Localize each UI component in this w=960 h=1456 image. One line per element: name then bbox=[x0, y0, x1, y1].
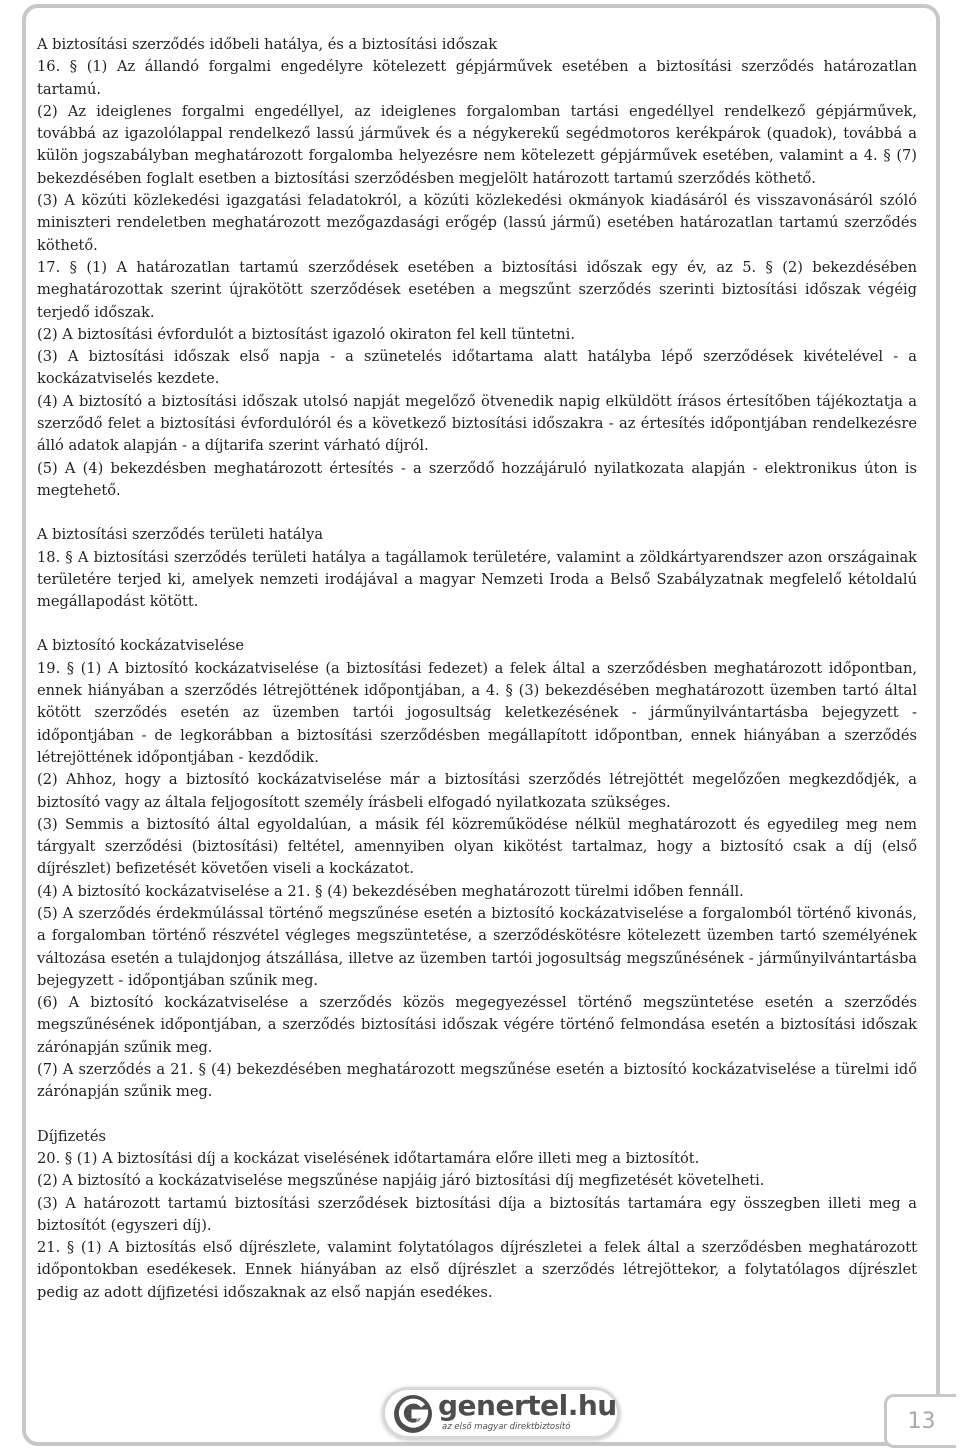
paragraph: (4) A biztosító kockázatviselése a 21. § (4) bekezdésében meghatározott türelmi időben fennáll. bbox=[37, 882, 744, 900]
paragraph: (2) A biztosítási évfordulót a biztosítást igazoló okiraton fel kell tüntetni. bbox=[37, 325, 575, 343]
section-heading: A biztosítási szerződés területi hatálya bbox=[37, 526, 324, 544]
paragraph: (7) A szerződés a 21. § (4) bekezdésében meghatározott megszűnése esetén a biztosító kockázatviselése a türelmi idő zárónapján szűnik meg. bbox=[37, 1061, 917, 1101]
paragraph: (3) A biztosítási időszak első napja - a szünetelés időtartama alatt hatályba lépő szerződések kivételével - a kockázatviselés kezdete. bbox=[37, 348, 917, 388]
paragraph: 16. § (1) Az állandó forgalmi engedélyre kötelezett gépjárművek esetében a biztosítási szerződés határozatlan tartamú. bbox=[37, 58, 917, 98]
section-gap bbox=[37, 613, 917, 635]
paragraph: (2) Ahhoz, hogy a biztosító kockázatviselése már a biztosítási szerződés létrejöttét megelőzően megkezdődjék, a biztosító vagy az általa feljogosított személy írásbeli elfogadó nyilatkozata szükséges. bbox=[37, 771, 917, 811]
paragraph: (6) A biztosító kockázatviselése a szerződés közös megegyezéssel történő megszüntetése esetén a szerződés megszűnésének időpontjában, a szerződés biztosítási időszak végére történő felmondása esetén a biztosítási időszak zárónapján szűnik meg. bbox=[37, 994, 917, 1056]
genertel-logo bbox=[382, 1387, 620, 1439]
paragraph: (3) A határozott tartamú biztosítási szerződések biztosítási díja a biztosítás tartamára egy összegben illeti meg a biztosítót (egyszeri díj). bbox=[37, 1194, 917, 1234]
page-number: 13 bbox=[884, 1394, 956, 1448]
logo-mark-text: tel bbox=[416, 1417, 425, 1425]
paragraph: (2) A biztosító a kockázatviselése megszűnése napjáig járó biztosítási díj megfizetését követelheti. bbox=[37, 1172, 765, 1190]
section-heading: A biztosító kockázatviselése bbox=[37, 637, 245, 655]
section-gap bbox=[37, 502, 917, 524]
paragraph: 19. § (1) A biztosító kockázatviselése (a biztosítási fedezet) a felek által a szerződésben meghatározott időpontban, ennek hiányában a szerződés létrejöttének időpontjában, a 4. § (3) bekezdésében meghatározott üzemben tartó által kötött szerződés esetén az üzemben tartói jogosultság keletkezésének - járműnyilvántartásba bejegyzett - időpontjában - de legkorábban a biztosítási szerződésben megállapított időpontban, ennek hiányában a szerződés létrejöttének időpontjában - kezdődik. bbox=[37, 659, 917, 766]
section-heading: A biztosítási szerződés időbeli hatálya, és a biztosítási időszak bbox=[37, 36, 498, 53]
paragraph: (3) Semmis a biztosító által egyoldalúan, a másik fél közreműködése nélkül meghatározott és egyedileg meg nem tárgyalt szerződési (biztosítási) feltétel, amennyiben olyan kikötést tartalmaz, hogy a biztosító csak a díj (első díjrészlet) befizetését követően viseli a kockázatot. bbox=[37, 815, 917, 878]
paragraph: (5) A (4) bekezdésben meghatározott értesítés - a szerződő hozzájáruló nyilatkozata alapján - elektronikus úton is megtehető. bbox=[37, 459, 917, 499]
logo-name: genertel.hu bbox=[438, 1389, 617, 1422]
paragraph: 18. § A biztosítási szerződés területi hatálya a tagállamok területére, valamint a zöldkártyarendszer azon országainak területére terjed ki, amelyek nemzeti irodájával a magyar Nemzeti Iroda a Belső Szabályzatnak megfelelő kétoldalú megállapodást kötött. bbox=[37, 548, 917, 611]
logo-tagline: az első magyar direktbiztosító bbox=[442, 1422, 571, 1432]
paragraph: 17. § (1) A határozatlan tartamú szerződések esetében a biztosítási időszak egy év, az 5. § (2) bekezdésében meghatározottak szerint újrakötött szerződések esetében a megszűnt szerződés szerinti biztosítási időszak végéig terjedő időszak. bbox=[37, 258, 917, 321]
paragraph: (3) A közúti közlekedési igazgatási feladatokról, a közúti közlekedési okmányok kiadásáról és visszavonásáról szóló miniszteri rendeletben meghatározott mezőgazdasági erőgép (lassú jármű) esetében határozatlan tartamú szerződés köthető. bbox=[37, 192, 917, 254]
paragraph: 20. § (1) A biztosítási díj a kockázat viselésének időtartamára előre illeti meg a biztosítót. bbox=[37, 1149, 700, 1167]
paragraph: 21. § (1) A biztosítás első díjrészlete, valamint folytatólagos díjrészletei a felek által a szerződésben meghatározott időpontokban esedékesek. Ennek hiányában az első díjrészlet a szerződés létrejöttekor, a folytatólagos díjrészlet pedig az adott díjfizetési időszaknak az első napján esedékes. bbox=[37, 1239, 917, 1301]
section-gap bbox=[37, 1104, 917, 1126]
paragraph: (2) Az ideiglenes forgalmi engedéllyel, az ideiglenes forgalomban tartási engedéllyel rendelkező gépjárművek, továbbá az igazolólappal rendelkező lassú járművek és a négykerekű segédmotoros kerékpárok (quadok), továbbá a külön jogszabályban meghatározott forgalomba helyezésre nem kötelezett gépjárművek esetében, valamint a 4. § (7) bekezdésében foglalt esetben a biztosítási szerződésben megjelölt határozott tartamú szerződés köthető. bbox=[37, 102, 917, 187]
paragraph: (5) A szerződés érdekmúlással történő megszűnése esetén a biztosító kockázatviselése a forgalomból történő kivonás, a forgalomban történő részvétel végleges megszüntetése, a szerződéskötésre kötelezett üzemben tartó személyének változása esetén a tulajdonjog átszállása, illetve az üzemben tartói jogosultság megszűnésének - járműnyilvántartásba bejegyzett - időpontjában szűnik meg. bbox=[37, 904, 917, 989]
paragraph: (4) A biztosító a biztosítási időszak utolsó napját megelőző ötvenedik napig elküldött írásos értesítőben tájékoztatja a szerződő felet a biztosítási évfordulóról és a következő biztosítási időszakra - az értesítés időpontjában rendelkezésre álló adatok alapján - a díjtarifa szerint várható díjról. bbox=[37, 392, 917, 455]
genertel-g-icon bbox=[392, 1393, 434, 1435]
section-heading: Díjfizetés bbox=[37, 1127, 106, 1145]
document-body bbox=[37, 34, 917, 1304]
